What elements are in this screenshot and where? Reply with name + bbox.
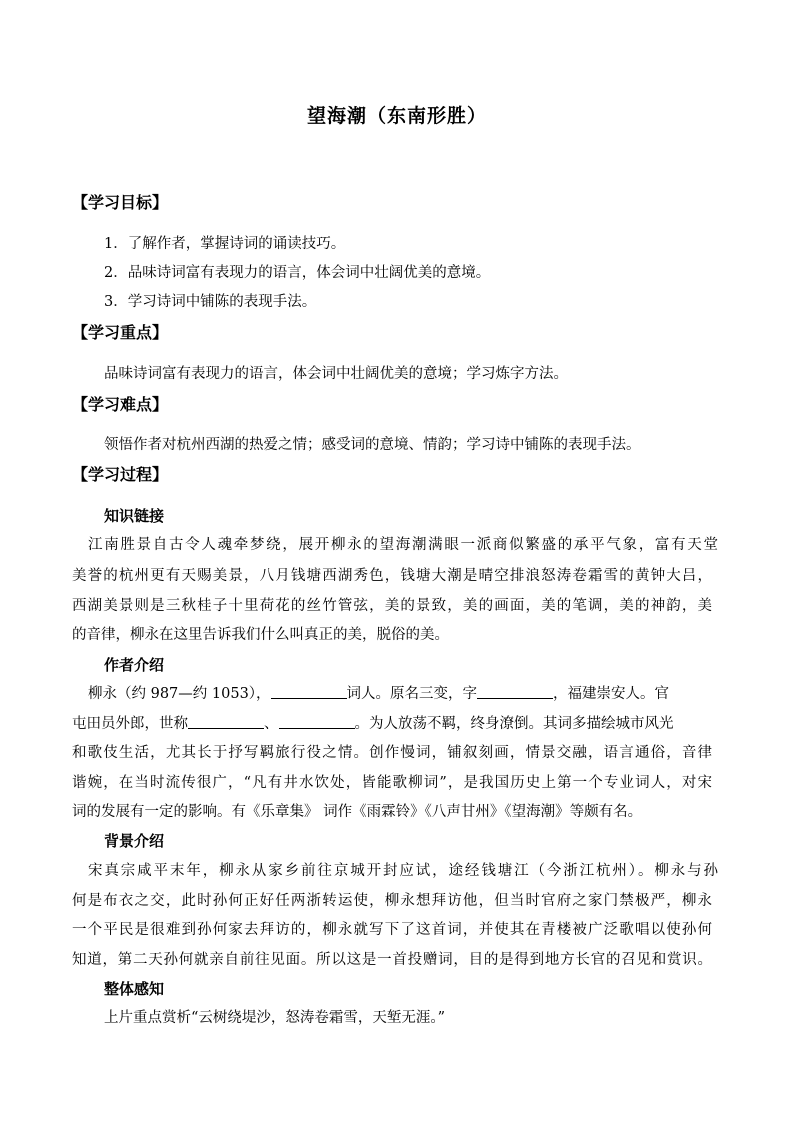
difficulties-heading: 【学习难点】: [72, 395, 169, 414]
knowledge-subheading: 知识链接: [104, 507, 165, 525]
author-text: 屯田员外郎，世称: [72, 716, 188, 732]
author-text: 词人。原名三变，字: [346, 686, 478, 702]
author-line-with-blanks: [72, 714, 674, 734]
background-subheading: 背景介绍: [104, 832, 165, 850]
overall-text: 上片重点赏析“云树绕堤沙，怒涛卷霜雪，天堑无涯。”: [104, 1010, 446, 1026]
page-title: 望海潮（东南形胜）: [306, 105, 487, 127]
author-text: 柳永（约 987—约 1053），: [88, 686, 271, 702]
paragraph-line: 和歌伎生活，尤其长于抒写羁旅行役之情。创作慢词，铺叙刻画，情景交融，语言通俗，音律: [72, 745, 712, 761]
author-text: 。为人放荡不羁，终身潦倒。其词多描绘城市风光: [354, 716, 674, 732]
author-text: ，福建崇安人。官: [553, 686, 670, 702]
objective-item: 3．学习诗词中铺陈的表现手法。: [104, 294, 317, 310]
paragraph-line: 美誉的杭州更有天赐美景，八月钱塘西湖秀色，钱塘大潮是晴空排浪怒涛卷霜雪的黄钟大吕，: [72, 568, 712, 584]
author-subheading: 作者介绍: [104, 656, 165, 674]
author-line-with-blanks: [88, 684, 669, 704]
key-points-heading: 【学习重点】: [72, 323, 169, 342]
paragraph-line: 宋真宗咸平末年，柳永从家乡前往京城开封应试，途经钱塘江（今浙江杭州）。柳永与孙: [88, 863, 718, 879]
paragraph-line: 西湖美景则是三秋桂子十里荷花的丝竹管弦，美的景致，美的画面，美的笔调，美的神韵，美: [72, 598, 712, 614]
objectives-heading: 【学习目标】: [72, 193, 169, 212]
paragraph-line: 知道，第二天孙何就亲自前往见面。所以这是一首投赠词，目的是得到地方长官的召见和赏识。: [72, 952, 712, 968]
overall-subheading: 整体感知: [104, 980, 165, 998]
objective-item: 1．了解作者，掌握诗词的诵读技巧。: [104, 236, 346, 252]
objective-item: 2．品味诗词富有表现力的语言，体会词中壮阔优美的意境。: [104, 265, 491, 281]
process-heading: 【学习过程】: [72, 465, 169, 484]
key-points-text: 品味诗词富有表现力的语言，体会词中壮阔优美的意境；学习炼字方法。: [104, 366, 568, 382]
author-text: 、: [264, 716, 279, 732]
fill-blank[interactable]: [279, 714, 355, 729]
paragraph-line: 的音律，柳永在这里告诉我们什么叫真正的美，脱俗的美。: [72, 627, 449, 643]
paragraph-line: 何是布衣之交，此时孙何正好任两浙转运使，柳永想拜访他，但当时官府之家门禁极严，柳永: [72, 893, 712, 909]
paragraph-line: 词的发展有一定的影响。有《乐章集》 词作《雨霖铃》《八声甘州》《望海潮》等颇有名。: [72, 804, 643, 820]
fill-blank[interactable]: [188, 714, 264, 729]
paragraph-line: 一个平民是很难到孙何家去拜访的，柳永就写下了这首词，并使其在青楼被广泛歌唱以使孙何: [72, 922, 712, 938]
paragraph-line: 谐婉，在当时流传很广，“凡有井水饮处，皆能歌柳词”，是我国历史上第一个专业词人，对宋: [72, 775, 712, 791]
fill-blank[interactable]: [271, 684, 347, 699]
difficulties-text: 领悟作者对杭州西湖的热爱之情；感受词的意境、情韵；学习诗中铺陈的表现手法。: [104, 437, 641, 453]
paragraph-line: 江南胜景自古令人魂牵梦绕，展开柳永的望海潮满眼一派商似繁盛的承平气象，富有天堂: [88, 537, 718, 553]
fill-blank[interactable]: [477, 684, 553, 699]
